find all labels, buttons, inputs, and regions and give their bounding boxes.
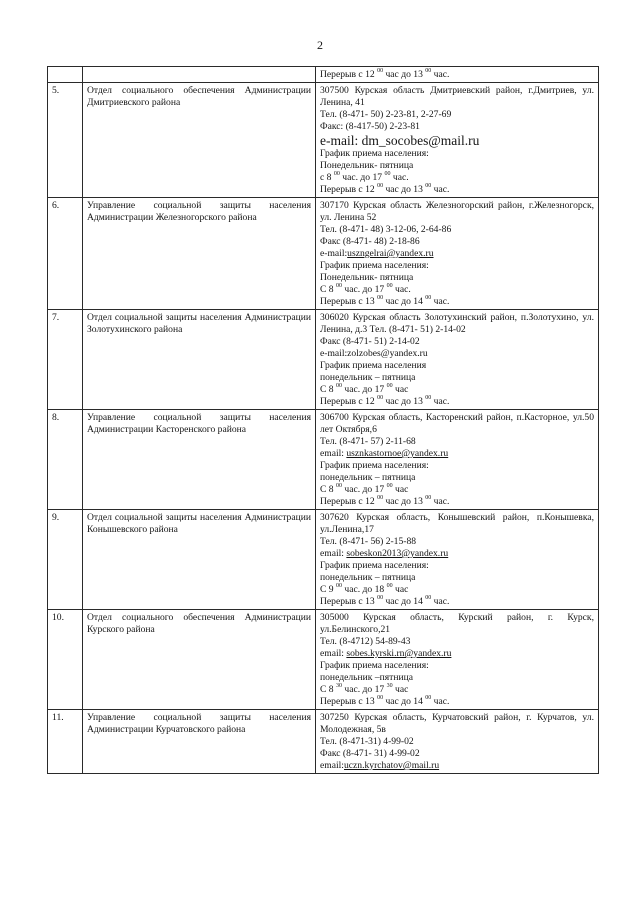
table-row xyxy=(48,610,599,710)
agency-name: Отдел социального обеспечения Администрации Дмитриевского района xyxy=(83,83,316,198)
schedule-heading: График приема населения: xyxy=(320,148,429,159)
email-link[interactable]: uszngelrai@yandex.ru xyxy=(347,248,434,259)
address: 307500 Курская область Дмитриевский район, г.Дмитриев, ул. Ленина, 41 xyxy=(320,85,594,108)
working-days: понедельник – пятница xyxy=(320,372,416,383)
agencies-table xyxy=(47,66,599,774)
contact-info-cell xyxy=(316,310,599,410)
contact-info-cell xyxy=(316,198,599,310)
contact-info-cell xyxy=(316,610,599,710)
phone: Тел. (8-4712) 54-89-43 xyxy=(320,636,411,647)
contact-info-cell xyxy=(316,410,599,510)
break-hours: Перерыв с 13 $^{00}$ час до 14 $^{00}$ час. xyxy=(320,594,450,607)
fax: Факс (8-471- 48) 2-18-86 xyxy=(320,236,420,247)
phone: Тел. (8-471-31) 4-99-02 xyxy=(320,736,414,747)
break-hours: Перерыв с 13 $^{00}$ час до 14 $^{00}$ час. xyxy=(320,294,450,307)
working-hours: С 9 $^{00}$ час. до 18 $^{00}$ час xyxy=(320,582,409,595)
working-days: понедельник –пятница xyxy=(320,672,414,683)
table-row xyxy=(48,510,599,610)
schedule-heading: График приема населения: xyxy=(320,460,429,471)
address: 307170 Курская область Железногорский район, г.Железногорск, ул. Ленина 52 xyxy=(320,200,594,223)
break-hours: Перерыв с 12 $^{00}$ час до 13 $^{00}$ час. xyxy=(320,67,450,80)
break-hours: Перерыв с 12 $^{00}$ час до 13 $^{00}$ час. xyxy=(320,494,450,507)
email-line: email:uczn.kyrchatov@mail.ru xyxy=(320,760,440,771)
table-row xyxy=(48,710,599,774)
table-row xyxy=(48,410,599,510)
schedule-heading: График приема населения xyxy=(320,360,427,371)
row-number: 11. xyxy=(48,710,83,774)
address: 307620 Курская область, Конышевский район, п.Конышевка, ул.Ленина,17 xyxy=(320,512,594,535)
agency-name-cell xyxy=(83,67,316,83)
email-line: email: usznkastornoe@yandex.ru xyxy=(320,448,449,459)
agency-name: Отдел социального обеспечения Администрации Курского района xyxy=(83,610,316,710)
row-number: 6. xyxy=(48,198,83,310)
page-number: 2 xyxy=(317,38,323,52)
address: 305000 Курская область, Курский район, г. Курск, ул.Белинского,21 xyxy=(320,612,594,635)
phone: Тел. (8-471- 50) 2-23-81, 2-27-69 xyxy=(320,109,452,120)
email-line: email: sobes.kyrski.rn@yandex.ru xyxy=(320,648,452,659)
phone: Тел. (8-471- 48) 3-12-06, 2-64-86 xyxy=(320,224,452,235)
row-number: 5. xyxy=(48,83,83,198)
email-link[interactable]: usznkastornoe@yandex.ru xyxy=(346,448,449,459)
agency-name: Отдел социальной защиты населения Администрации Золотухинского района xyxy=(83,310,316,410)
schedule-heading: График приема населения: xyxy=(320,260,429,271)
contact-info-cell xyxy=(316,67,599,83)
schedule-heading: График приема населения: xyxy=(320,660,429,671)
email-line: e-mail:uszngelrai@yandex.ru xyxy=(320,248,434,259)
working-days: Понедельник- пятница xyxy=(320,272,414,283)
working-hours: С 8 $^{30}$ час. до 17 $^{30}$ час xyxy=(320,682,409,695)
agency-name: Отдел социальной защиты населения Администрации Конышевского района xyxy=(83,510,316,610)
email-line: email: sobeskon2013@yandex.ru xyxy=(320,548,449,559)
table-row xyxy=(48,310,599,410)
break-hours: Перерыв с 12 $^{00}$ час до 13 $^{00}$ час. xyxy=(320,182,450,195)
address: 307250 Курская область, Курчатовский район, г. Курчатов, ул. Молодежная, 5в xyxy=(320,712,594,735)
working-hours: С 8 $^{00}$ час. до 17 $^{00}$ час. xyxy=(320,282,411,295)
phone: Тел. (8-471- 56) 2-15-88 xyxy=(320,536,417,547)
email-link[interactable]: sobeskon2013@yandex.ru xyxy=(346,548,449,559)
table-row xyxy=(48,67,599,83)
contact-info-cell xyxy=(316,710,599,774)
row-number-cell xyxy=(48,67,83,83)
break-hours: Перерыв с 13 $^{00}$ час до 14 $^{00}$ час. xyxy=(320,694,450,707)
fax: Факс (8-471- 31) 4-99-02 xyxy=(320,748,420,759)
fax: Факс (8-471- 51) 2-14-02 xyxy=(320,336,420,347)
working-days: понедельник – пятница xyxy=(320,472,416,483)
contact-info-cell xyxy=(316,510,599,610)
email-line: e-mail: dm_socobes@mail.ru xyxy=(320,133,480,148)
contact-info-cell xyxy=(316,83,599,198)
working-hours: с 8 $^{00}$ час. до 17 $^{00}$ час. xyxy=(320,170,409,183)
agency-name: Управление социальной защиты населения Администрации Касторенского района xyxy=(83,410,316,510)
email-link[interactable]: uczn.kyrchatov@mail.ru xyxy=(343,760,440,771)
phone: Тел. (8-471- 57) 2-11-68 xyxy=(320,436,416,447)
email-link[interactable]: zolzobes@yandex.ru xyxy=(347,348,428,359)
fax: Факс: (8-417-50) 2-23-81 xyxy=(320,121,420,132)
working-days: понедельник – пятница xyxy=(320,572,416,583)
row-number: 7. xyxy=(48,310,83,410)
table-row xyxy=(48,198,599,310)
working-hours: С 8 $^{00}$ час. до 17 $^{00}$ час xyxy=(320,482,409,495)
agency-name: Управление социальной защиты населения Администрации Курчатовского района xyxy=(83,710,316,774)
working-days: Понедельник- пятница xyxy=(320,160,414,171)
table-row xyxy=(48,83,599,198)
row-number: 8. xyxy=(48,410,83,510)
address: 306020 Курская область Золотухинский район, п.Золотухино, ул. Ленина, д.3 Тел. (8-471- 51) 2-14-02 xyxy=(320,312,594,335)
email-link[interactable]: dm_socobes@mail.ru xyxy=(361,133,480,148)
schedule-heading: График приема населения: xyxy=(320,560,429,571)
break-hours: Перерыв с 12 $^{00}$ час до 13 $^{00}$ час. xyxy=(320,394,450,407)
address: 306700 Курская область, Касторенский район, п.Касторное, ул.50 лет Октября,6 xyxy=(320,412,594,435)
email-line: e-mail:zolzobes@yandex.ru xyxy=(320,348,428,359)
email-link[interactable]: sobes.kyrski.rn@yandex.ru xyxy=(346,648,452,659)
row-number: 10. xyxy=(48,610,83,710)
row-number: 9. xyxy=(48,510,83,610)
agency-name: Управление социальной защиты населения Администрации Железногорского района xyxy=(83,198,316,310)
working-hours: С 8 $^{00}$ час. до 17 $^{00}$ час xyxy=(320,382,409,395)
